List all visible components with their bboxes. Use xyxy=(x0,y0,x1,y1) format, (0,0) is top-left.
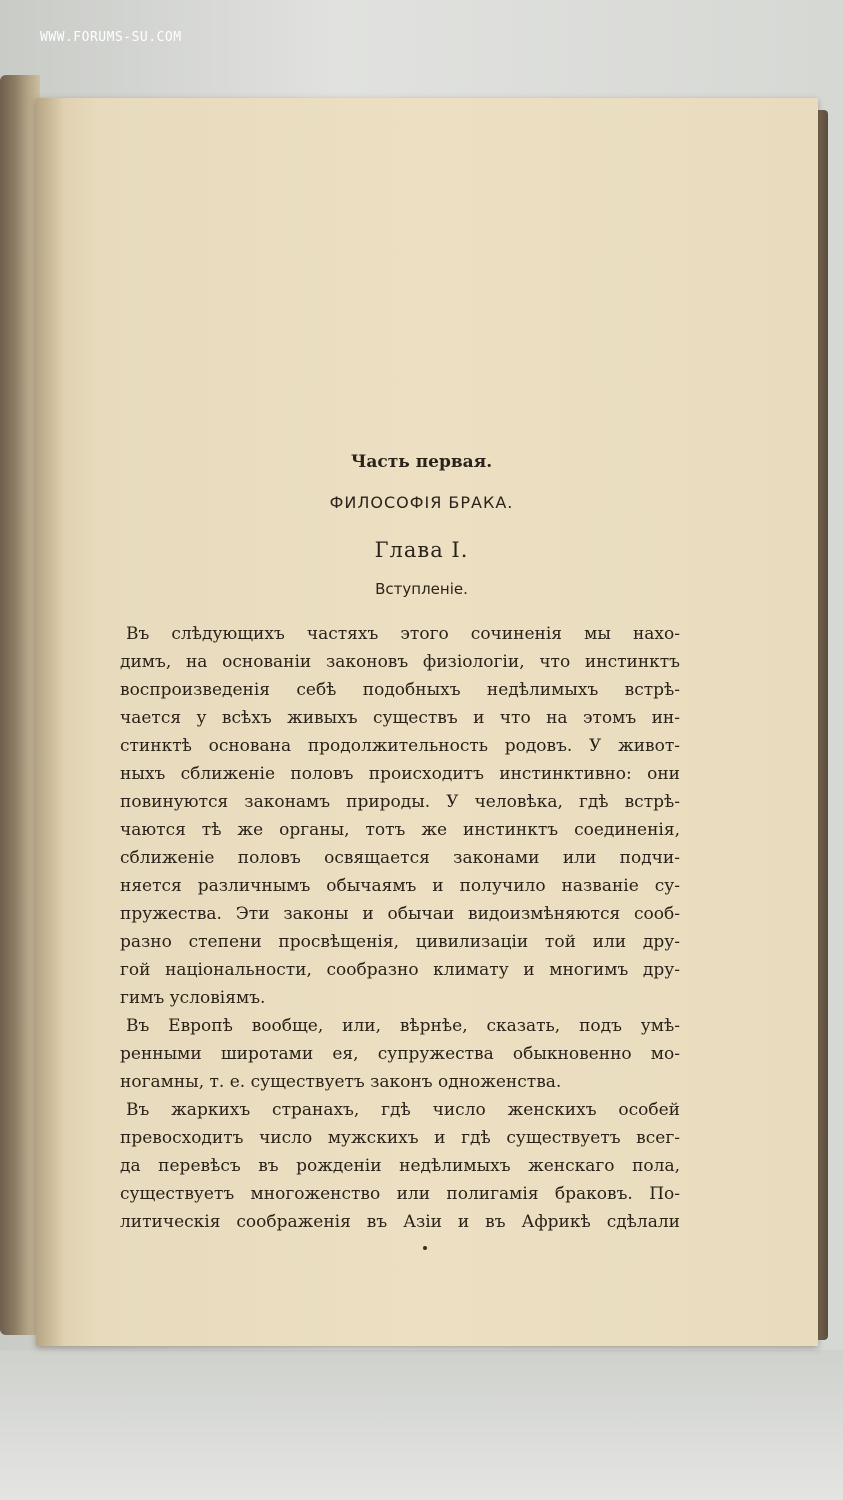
text-line: литическія соображенія въ Азіи и въ Африкѣ сдѣлали xyxy=(120,1212,680,1232)
text-line: Въ слѣдующихъ частяхъ этого сочиненія мы нахо- xyxy=(126,624,680,644)
book-title: ФИЛОСОФІЯ БРАКА. xyxy=(329,493,514,512)
text-line: разно степени просвѣщенія, цивилизаціи той или дру- xyxy=(120,932,680,952)
text-line: чается у всѣхъ живыхъ существъ и что на этомъ ин- xyxy=(120,708,680,728)
text-line: гимъ условіямъ. xyxy=(120,988,266,1008)
text-line: чаются тѣ же органы, тотъ же инстинктъ соединенія, xyxy=(120,820,680,840)
text-line: да перевѣсъ въ рожденіи недѣлимыхъ женскаго пола, xyxy=(120,1156,680,1176)
chapter-heading: Глава I. xyxy=(374,538,469,562)
text-line: воспроизведенія себѣ подобныхъ недѣлимыхъ встрѣ- xyxy=(120,680,680,700)
text-line: ныхъ сближеніе половъ происходитъ инстинктивно: они xyxy=(120,764,680,784)
text-line: повинуются законамъ природы. У человѣка, гдѣ встрѣ- xyxy=(120,792,680,812)
text-line: сближеніе половъ освящается законами или подчи- xyxy=(120,848,680,868)
text-line: няется различнымъ обычаямъ и получило названіе су- xyxy=(120,876,680,896)
watermark: WWW.FORUMS-SU.COM xyxy=(40,30,182,45)
text-line: стинктѣ основана продолжительность родовъ. У живот- xyxy=(120,736,680,756)
section-heading: Вступленіе. xyxy=(375,580,468,598)
text-line: гой національности, сообразно климату и многимъ дру- xyxy=(120,960,680,980)
text-line: пружества. Эти законы и обычаи видоизмѣняются сооб- xyxy=(120,904,680,924)
text-line: ренными широтами ея, супружества обыкновенно мо- xyxy=(120,1044,680,1064)
text-line: ногамны, т. е. существуетъ законъ одноженства. xyxy=(120,1072,562,1092)
text-line: димъ, на основаніи законовъ физіологіи, что инстинктъ xyxy=(120,652,680,672)
text-line: превосходитъ число мужскихъ и гдѣ существуетъ всег- xyxy=(120,1128,680,1148)
part-title: Часть первая. xyxy=(350,452,493,472)
text-line: Въ Европѣ вообще, или, вѣрнѣе, сказать, подъ умѣ- xyxy=(126,1016,680,1036)
page-gutter xyxy=(36,98,64,1346)
text-line: Въ жаркихъ странахъ, гдѣ число женскихъ особей xyxy=(126,1100,680,1120)
text-line: существуетъ многоженство или полигамія браковъ. По- xyxy=(120,1184,680,1204)
book-spine xyxy=(0,75,40,1335)
table-surface xyxy=(0,1350,843,1500)
page-dot xyxy=(423,1246,427,1250)
